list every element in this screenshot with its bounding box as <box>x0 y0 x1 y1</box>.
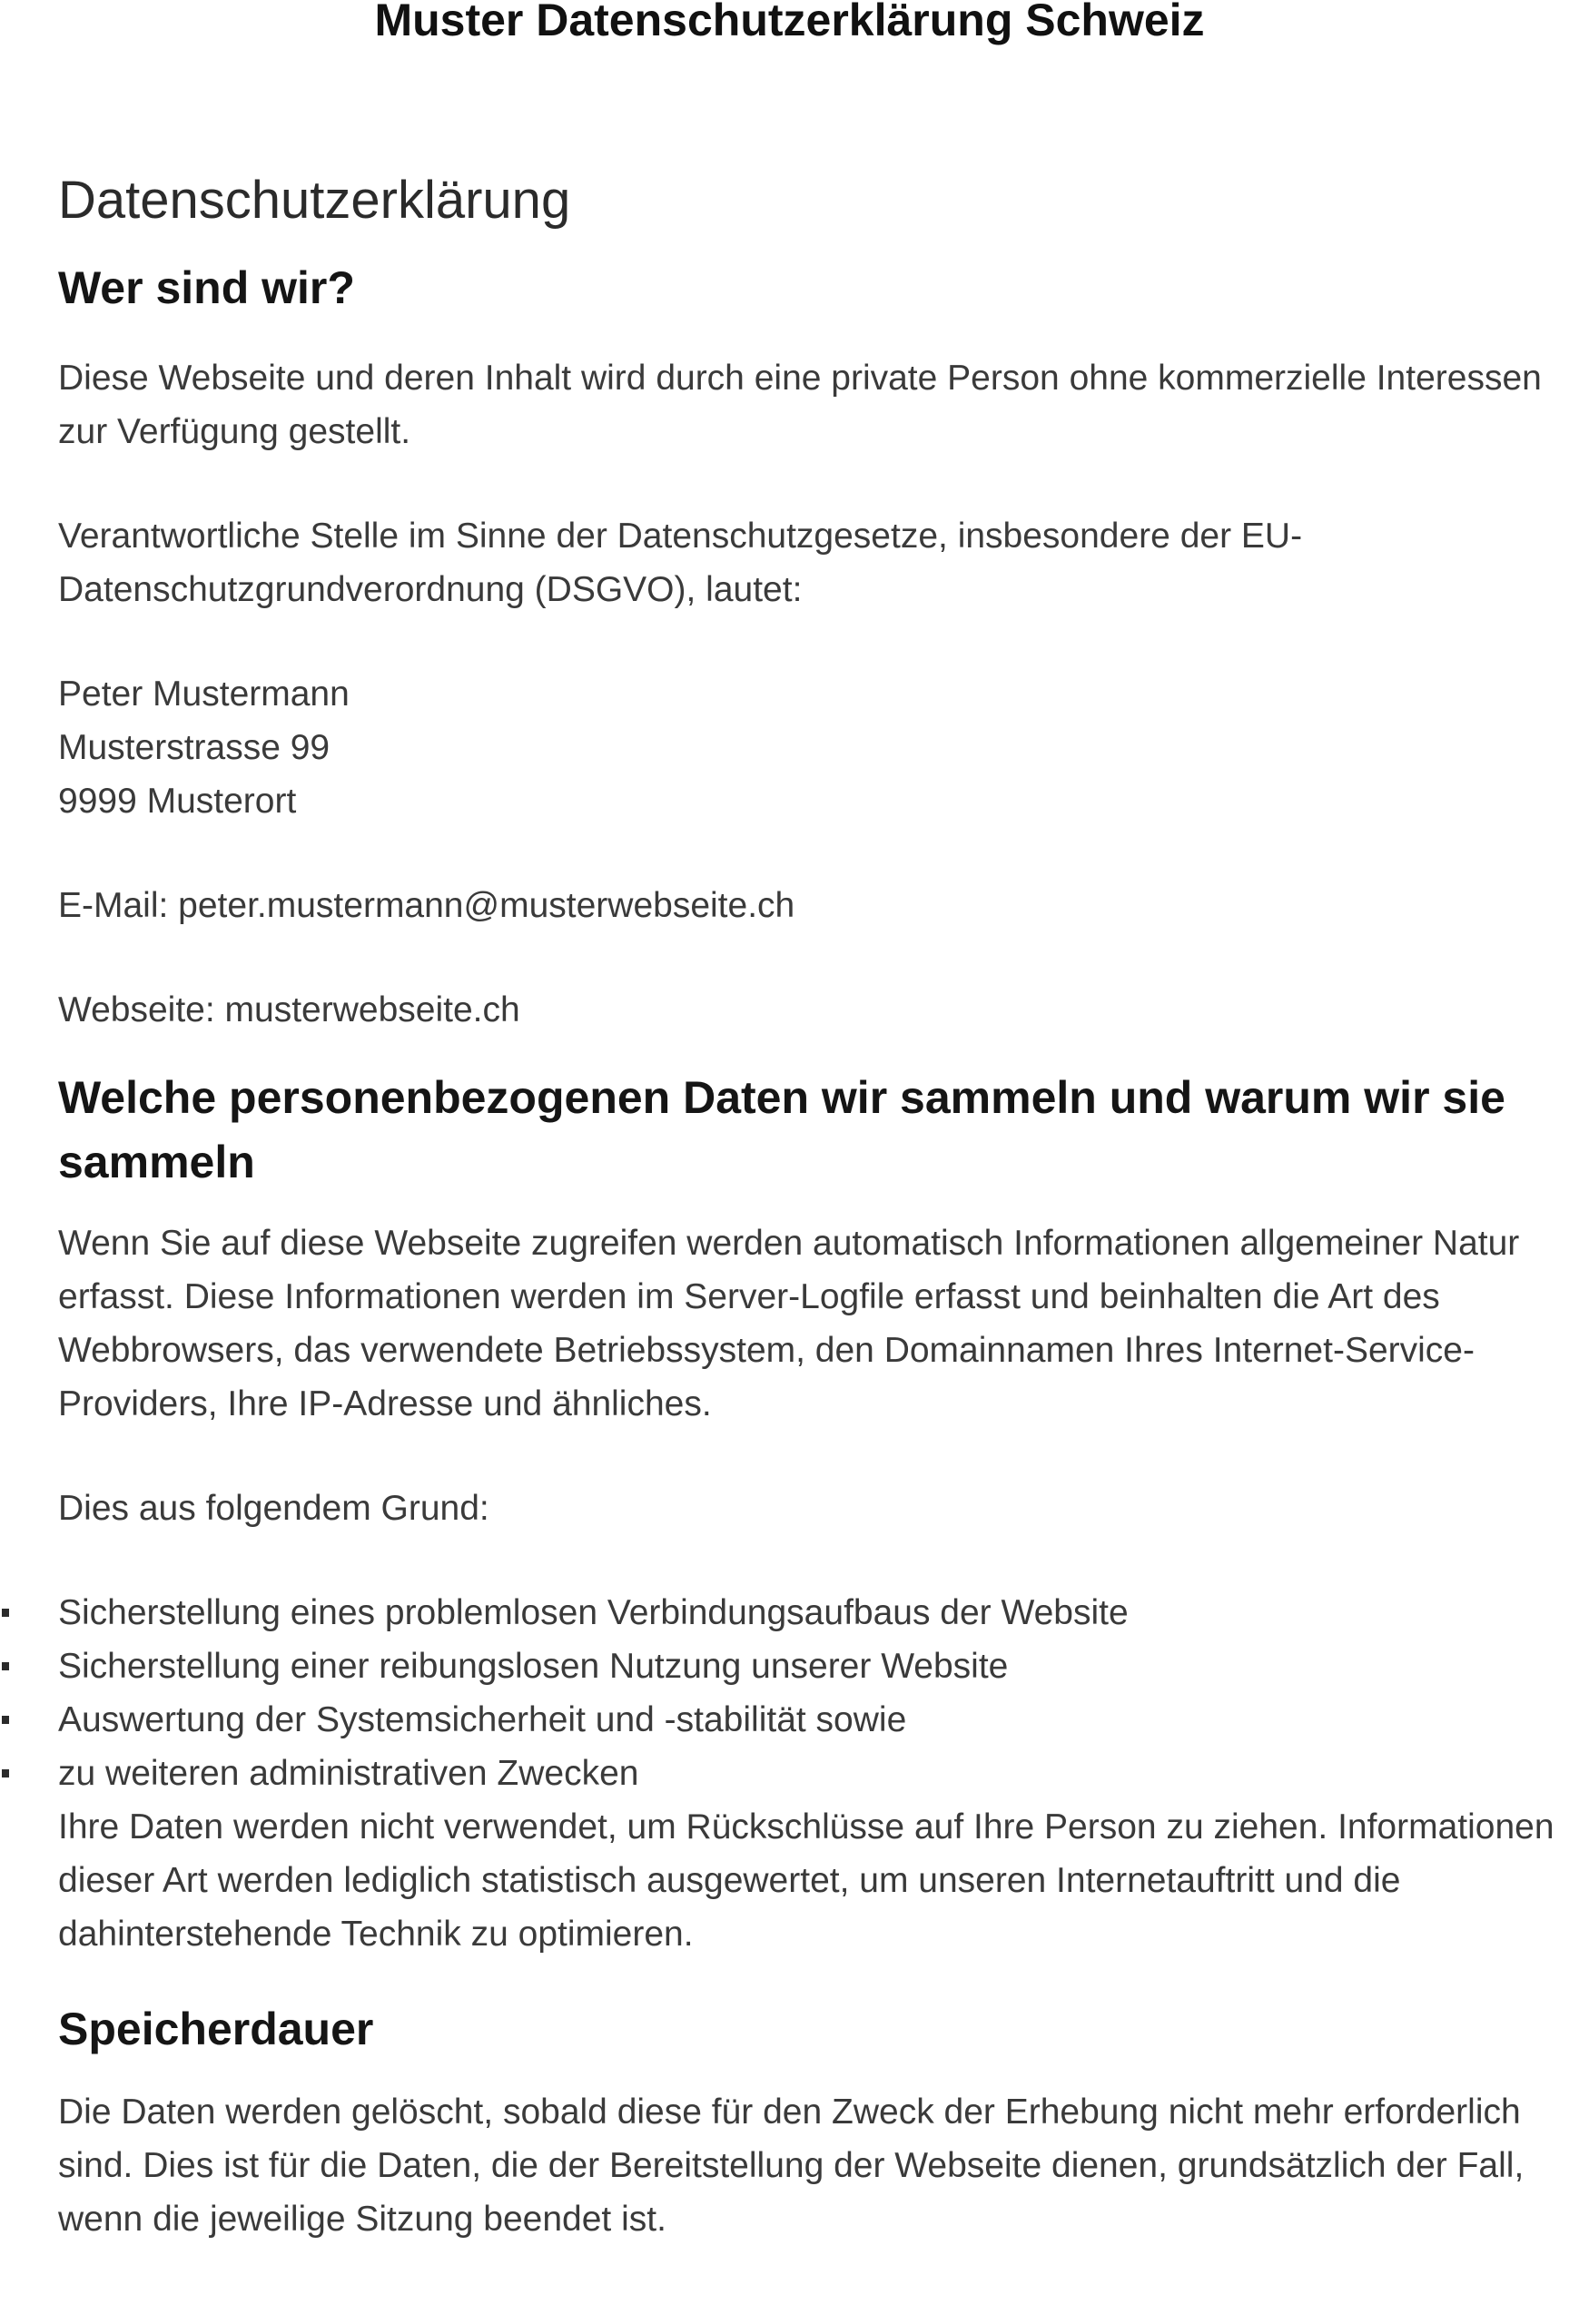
data-collected-paragraph: Wenn Sie auf diese Webseite zugreifen werden automatisch Informationen allgemeiner Natur erfasst. Diese Informationen werden im Server-Logfile erfasst und beinhalten die Art des Webbrowsers, das verwendete Betriebssystem, den Domainnamen Ihres Internet-Service-Providers, Ihre IP-Adresse und ähnliches. <box>58 1223 1520 1423</box>
address-name: Peter Mustermann <box>58 674 350 714</box>
retention-paragraph: Die Daten werden gelöscht, sobald diese für den Zweck der Erhebung nicht mehr erforderlich sind. Dies ist für die Daten, die der Bereitstellung der Webseite dienen, grundsätzlich der Fall, wenn die jeweilige Sitzung beendet ist. <box>58 2092 1525 2239</box>
list-item <box>58 1586 1556 1640</box>
address-block <box>58 667 1556 828</box>
document-title: Muster Datenschutzerklärung Schweiz <box>374 0 1205 45</box>
closing-paragraph: Ihre Daten werden nicht verwendet, um Rückschlüsse auf Ihre Person zu ziehen. Informationen dieser Art werden lediglich statistisch ausgewertet, um unseren Internetauftritt und die dahinterstehende Technik zu optimieren. <box>58 1807 1554 1954</box>
section-who-we-are <box>58 256 1556 1037</box>
reasons-list <box>58 1586 1556 1800</box>
section-retention <box>58 1997 1556 2246</box>
list-item <box>58 1693 1556 1747</box>
main-heading: Datenschutzerklärung <box>58 171 571 230</box>
list-item-text: Auswertung der Systemsicherheit und -stabilität sowie <box>58 1699 907 1739</box>
responsible-paragraph: Verantwortliche Stelle im Sinne der Datenschutzgesetze, insbesondere der EU-Datenschutzgrundverordnung (DSGVO), lautet: <box>58 516 1303 609</box>
address-street: Musterstrasse 99 <box>58 727 331 767</box>
square-bullet-icon <box>2 1662 9 1670</box>
section-heading-data-collected: Welche personenbezogenen Daten wir sammeln und warum wir sie sammeln <box>58 1071 1505 1187</box>
list-item-text: zu weiteren administrativen Zwecken <box>58 1753 639 1793</box>
address-city: 9999 Musterort <box>58 781 297 821</box>
section-data-collected <box>58 1066 1556 1961</box>
section-heading-retention: Speicherdauer <box>58 2003 374 2054</box>
website-line: Webseite: musterwebseite.ch <box>58 990 520 1029</box>
square-bullet-icon <box>2 1769 9 1777</box>
list-item-text: Sicherstellung eines problemlosen Verbindungsaufbaus der Website <box>58 1592 1129 1632</box>
intro-paragraph: Diese Webseite und deren Inhalt wird durch eine private Person ohne kommerzielle Interessen zur Verfügung gestellt. <box>58 358 1542 451</box>
email-line: E-Mail: peter.mustermann@musterwebseite.ch <box>58 885 795 925</box>
list-item <box>58 1640 1556 1693</box>
document-content <box>58 169 1556 2297</box>
square-bullet-icon <box>2 1609 9 1617</box>
reason-intro: Dies aus folgendem Grund: <box>58 1488 489 1528</box>
list-item-text: Sicherstellung einer reibungslosen Nutzung unserer Website <box>58 1646 1009 1686</box>
list-item <box>58 1747 1556 1800</box>
square-bullet-icon <box>2 1716 9 1724</box>
section-heading-who-we-are: Wer sind wir? <box>58 261 355 313</box>
